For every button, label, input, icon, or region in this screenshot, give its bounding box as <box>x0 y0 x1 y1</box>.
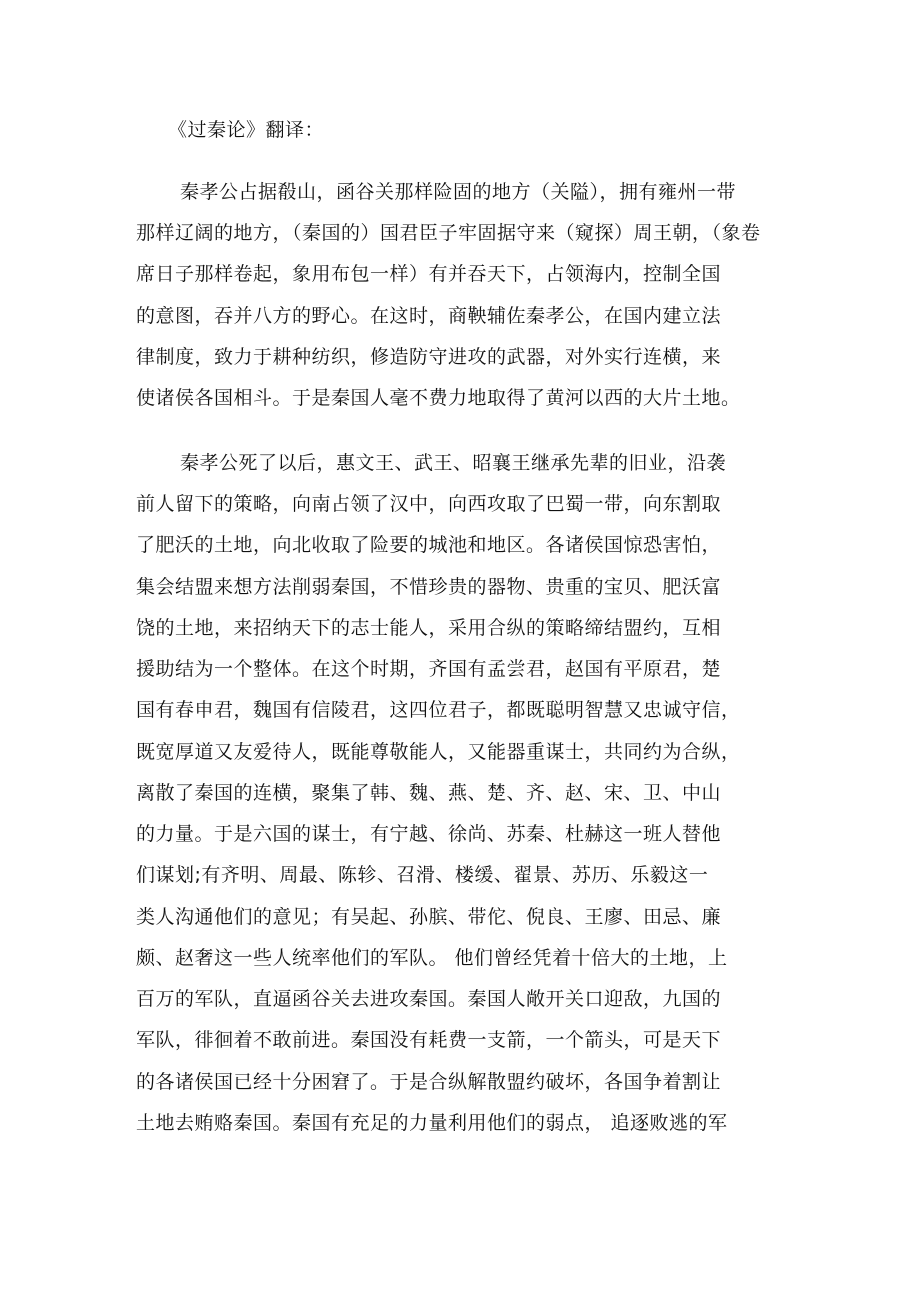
paragraph-line: 们谋划;有齐明、周最、陈轸、召滑、楼缓、翟景、苏历、乐毅这一 <box>136 864 709 886</box>
paragraph-line: 集会结盟来想方法削弱秦国，不惜珍贵的器物、贵重的宝贝、肥沃富 <box>136 576 722 598</box>
paragraph-line: 秦孝公占据殽山，函谷关那样险固的地方（关隘），拥有雍州一带 <box>180 181 737 203</box>
paragraph-line: 前人留下的策略，向南占领了汉中，向西攻取了巴蜀一带，向东割取 <box>136 493 722 515</box>
paragraph-line: 国有春申君，魏国有信陵君，这四位君子，都既聪明智慧又忠诚守信， <box>136 699 741 721</box>
paragraph-line: 那样辽阔的地方，（秦国的）国君臣子牢固据守来（窥探）周王朝，（象卷 <box>136 222 761 244</box>
paragraph-line: 的力量。于是六国的谋士，有宁越、徐尚、苏秦、杜赫这一班人替他 <box>136 823 722 845</box>
paragraph-line: 了肥沃的土地，向北收取了险要的城池和地区。各诸侯国惊恐害怕， <box>136 534 722 556</box>
paragraph-line: 颇、赵奢这一些人统率他们的军队。 他们曾经凭着十倍大的土地，上 <box>136 947 728 969</box>
document-title: 《过秦论》翻译： <box>168 119 325 141</box>
paragraph-line: 的意图，吞并八方的野心。在这时，商鞅辅佐秦孝公，在国内建立法 <box>136 305 722 327</box>
paragraph-line: 律制度，致力于耕种纺织，修造防守进攻的武器，对外实行连横，来 <box>136 346 722 368</box>
paragraph-line: 使诸侯各国相斗。于是秦国人毫不费力地取得了黄河以西的大片土地。 <box>136 387 741 409</box>
paragraph-line: 离散了秦国的连横，聚集了韩、魏、燕、楚、齐、赵、宋、卫、中山 <box>136 782 722 804</box>
paragraph-line: 秦孝公死了以后，惠文王、武王、昭襄王继承先辈的旧业，沿袭 <box>180 452 727 474</box>
paragraph-line: 既宽厚道又友爱待人，既能尊敬能人，又能器重谋士，共同约为合纵， <box>136 741 741 763</box>
paragraph-line: 土地去贿赂秦国。秦国有充足的力量利用他们的弱点， 追逐败逃的军 <box>136 1112 728 1134</box>
paragraph-line: 援助结为一个整体。在这个时期，齐国有孟尝君，赵国有平原君，楚 <box>136 658 722 680</box>
paragraph-line: 军队，徘徊着不敢前进。秦国没有耗费一支箭，一个箭头，可是天下 <box>136 1029 722 1051</box>
paragraph-line: 饶的土地，来招纳天下的志士能人，采用合纵的策略缔结盟约，互相 <box>136 617 722 639</box>
paragraph-line: 席日子那样卷起，象用布包一样）有并吞天下，占领海内，控制全国 <box>136 263 722 285</box>
paragraph-line: 类人沟通他们的意见；有吴起、孙膑、带佗、倪良、王廖、田忌、廉 <box>136 906 722 928</box>
paragraph-line: 的各诸侯国已经十分困窘了。于是合纵解散盟约破坏，各国争着割让 <box>136 1071 722 1093</box>
paragraph-line: 百万的军队，直逼函谷关去进攻秦国。秦国人敞开关口迎敌，九国的 <box>136 988 722 1010</box>
